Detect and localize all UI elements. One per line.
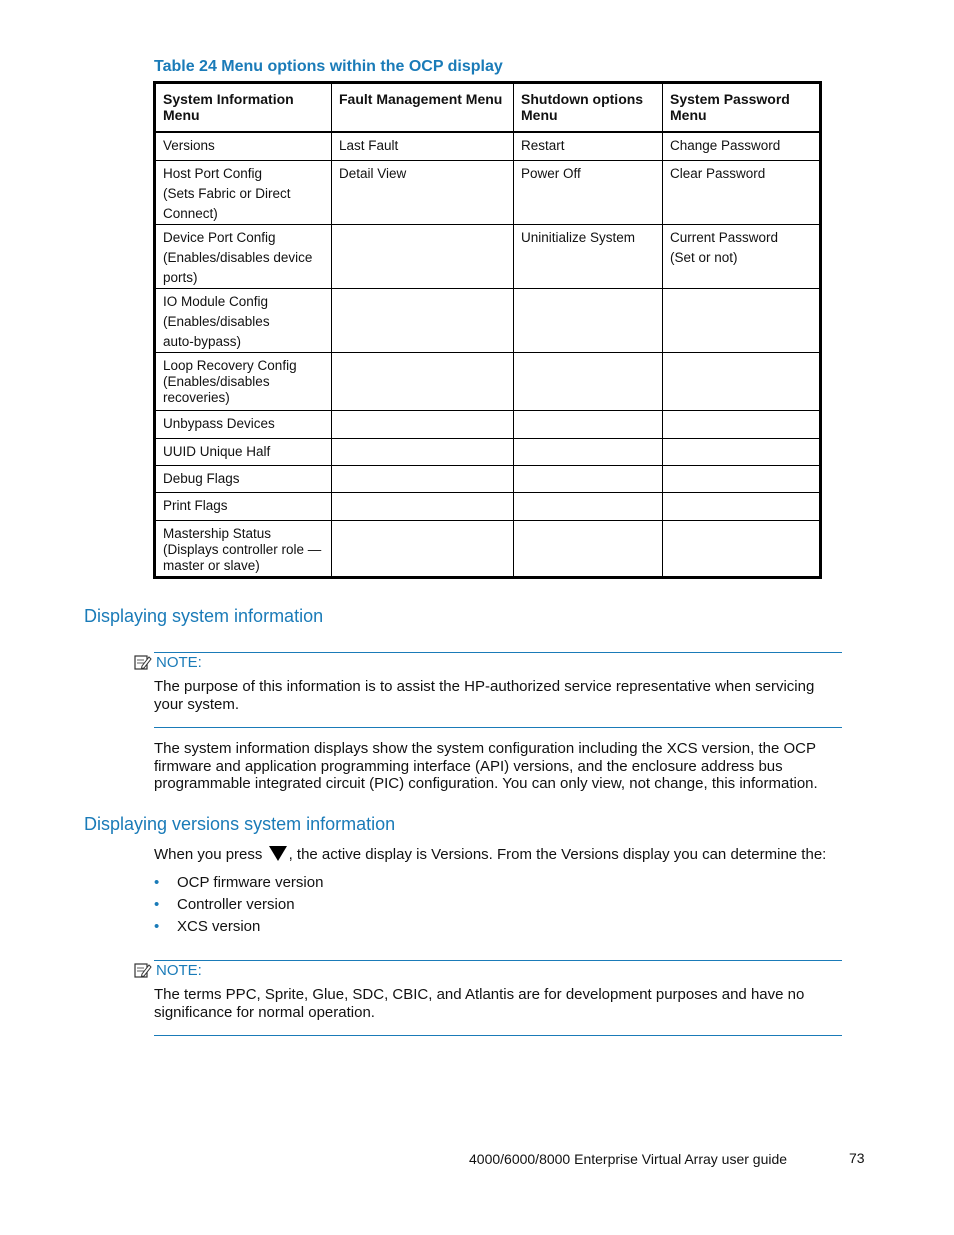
cell-text: Change Password: [670, 138, 781, 153]
table-cell: [155, 132, 332, 160]
table-cell: [155, 410, 332, 438]
table-cell: [663, 160, 821, 224]
table-cell: [155, 465, 332, 492]
table-cell: [663, 492, 821, 520]
cell-text: (Enables/disables: [163, 373, 270, 389]
table-cell: [332, 438, 514, 465]
versions-list: [154, 872, 323, 938]
section-heading-versions: Displaying versions system information: [84, 814, 396, 834]
table-cell: [514, 224, 663, 288]
header-text: System Information: [163, 91, 294, 107]
table-cell: [332, 132, 514, 160]
note-label: NOTE:: [156, 962, 202, 979]
cell-text: Restart: [521, 138, 565, 153]
list-item-text: Controller version: [177, 896, 295, 913]
intro-before: When you press: [154, 846, 267, 863]
cell-text: Connect): [163, 205, 218, 221]
table-cell: [663, 465, 821, 492]
system-info-body: The system information displays show the system configuration including the XCS version, the OCP firmware and application programming interface (API) versions, and the enclosure address bus programmable integrated circuit (PIC) configuration. You can only view, not change, this information.: [154, 740, 818, 792]
note-header: [134, 654, 202, 671]
table-cell: [663, 352, 821, 410]
note-text: The terms PPC, Sprite, Glue, SDC, CBIC, and Atlantis are for development purposes and have no significance for normal operation.: [154, 986, 805, 1021]
cell-text: Versions: [163, 138, 215, 153]
table-cell: [514, 132, 663, 160]
table-cell: [514, 160, 663, 224]
table-cell: [514, 352, 663, 410]
section-heading-system-info: Displaying system information: [84, 606, 324, 626]
table-cell: [663, 438, 821, 465]
note-text: The purpose of this information is to assist the HP-authorized service representative when servicing your system.: [154, 678, 815, 713]
table-cell: [332, 465, 514, 492]
cell-text: (Set or not): [670, 249, 738, 265]
table-row: [155, 410, 821, 438]
cell-text: Print Flags: [163, 497, 228, 513]
header-text: Menu: [670, 107, 707, 123]
cell-text: Unbypass Devices: [163, 415, 275, 431]
table-row: [155, 132, 821, 160]
cell-text: Debug Flags: [163, 470, 240, 486]
page-number: 73: [849, 1150, 865, 1166]
note-header: [134, 962, 202, 979]
cell-text: Power Off: [521, 165, 581, 181]
table-cell: [155, 224, 332, 288]
header-text: Menu: [163, 107, 200, 123]
cell-text: (Sets Fabric or Direct: [163, 185, 291, 201]
bullet-icon: •: [154, 874, 160, 891]
cell-text: ports): [163, 269, 198, 285]
table-cell: [332, 520, 514, 577]
cell-text: Current Password: [670, 229, 779, 245]
cell-text: Loop Recovery Config: [163, 357, 297, 373]
cell-text: (Displays controller role —: [163, 541, 322, 557]
table-cell: [155, 288, 332, 352]
table-cell: [514, 288, 663, 352]
intro-after: , the active display is Versions. From the Versions display you can determine the:: [288, 846, 827, 863]
list-item: [154, 894, 323, 916]
table-cell: [332, 160, 514, 224]
cell-text: Clear Password: [670, 165, 766, 181]
header-text: Fault Management Menu: [339, 91, 503, 107]
cell-text: (Enables/disables device: [163, 249, 313, 265]
table-row: [155, 520, 821, 577]
note-pencil-icon: [134, 654, 152, 671]
header-text: Shutdown options: [521, 91, 644, 107]
cell-text: (Enables/disables: [163, 313, 270, 329]
ocp-menu-table: [153, 81, 822, 579]
footer-title: 4000/6000/8000 Enterprise Virtual Array user guide: [469, 1151, 788, 1167]
header-text: System Password: [670, 91, 790, 107]
table-cell: [332, 224, 514, 288]
cell-text: UUID Unique Half: [163, 443, 271, 459]
table-cell: [514, 410, 663, 438]
table-cell: [155, 520, 332, 577]
list-item: [154, 872, 323, 894]
cell-text: Detail View: [339, 165, 407, 181]
table-cell: [332, 352, 514, 410]
table-cell: [514, 492, 663, 520]
table-row: [155, 465, 821, 492]
note-bottom-rule: [154, 727, 842, 728]
column-header: [663, 83, 821, 133]
cell-text: Host Port Config: [163, 165, 263, 181]
list-item-text: OCP firmware version: [177, 874, 324, 891]
table-cell: [663, 520, 821, 577]
cell-text: Uninitialize System: [521, 229, 636, 245]
list-item-text: XCS version: [177, 918, 261, 935]
table-header-row: [155, 83, 821, 133]
table-row: [155, 288, 821, 352]
table-cell: [332, 492, 514, 520]
table-row: [155, 492, 821, 520]
note-top-rule: [154, 652, 842, 653]
table-cell: [155, 438, 332, 465]
cell-text: Last Fault: [339, 138, 399, 153]
table-cell: [514, 520, 663, 577]
column-header: [514, 83, 663, 133]
note-top-rule: [154, 960, 842, 961]
down-arrow-button-icon: [269, 846, 287, 861]
table-cell: [514, 465, 663, 492]
table-cell: [663, 224, 821, 288]
note-label: NOTE:: [156, 654, 202, 671]
note-pencil-icon: [134, 962, 152, 979]
table-cell: [155, 492, 332, 520]
column-header: [155, 83, 332, 133]
column-header: [332, 83, 514, 133]
table-cell: [663, 288, 821, 352]
table-caption: Table 24 Menu options within the OCP display: [154, 58, 503, 75]
table-cell: [514, 438, 663, 465]
table-cell: [155, 160, 332, 224]
list-item: [154, 916, 323, 938]
table-cell: [663, 132, 821, 160]
bullet-icon: •: [154, 918, 160, 935]
table-row: [155, 438, 821, 465]
bullet-icon: •: [154, 896, 160, 913]
table-row: [155, 160, 821, 224]
table-cell: [332, 288, 514, 352]
table-cell: [155, 352, 332, 410]
cell-text: recoveries): [163, 389, 230, 405]
note-bottom-rule: [154, 1035, 842, 1036]
cell-text: Device Port Config: [163, 229, 276, 245]
versions-intro: [154, 846, 839, 864]
cell-text: auto-bypass): [163, 333, 242, 349]
table-cell: [663, 410, 821, 438]
table-cell: [332, 410, 514, 438]
table-row: [155, 224, 821, 288]
table-row: [155, 352, 821, 410]
header-text: Menu: [521, 107, 558, 123]
cell-text: IO Module Config: [163, 293, 269, 309]
cell-text: master or slave): [163, 557, 260, 573]
cell-text: Mastership Status: [163, 525, 272, 541]
